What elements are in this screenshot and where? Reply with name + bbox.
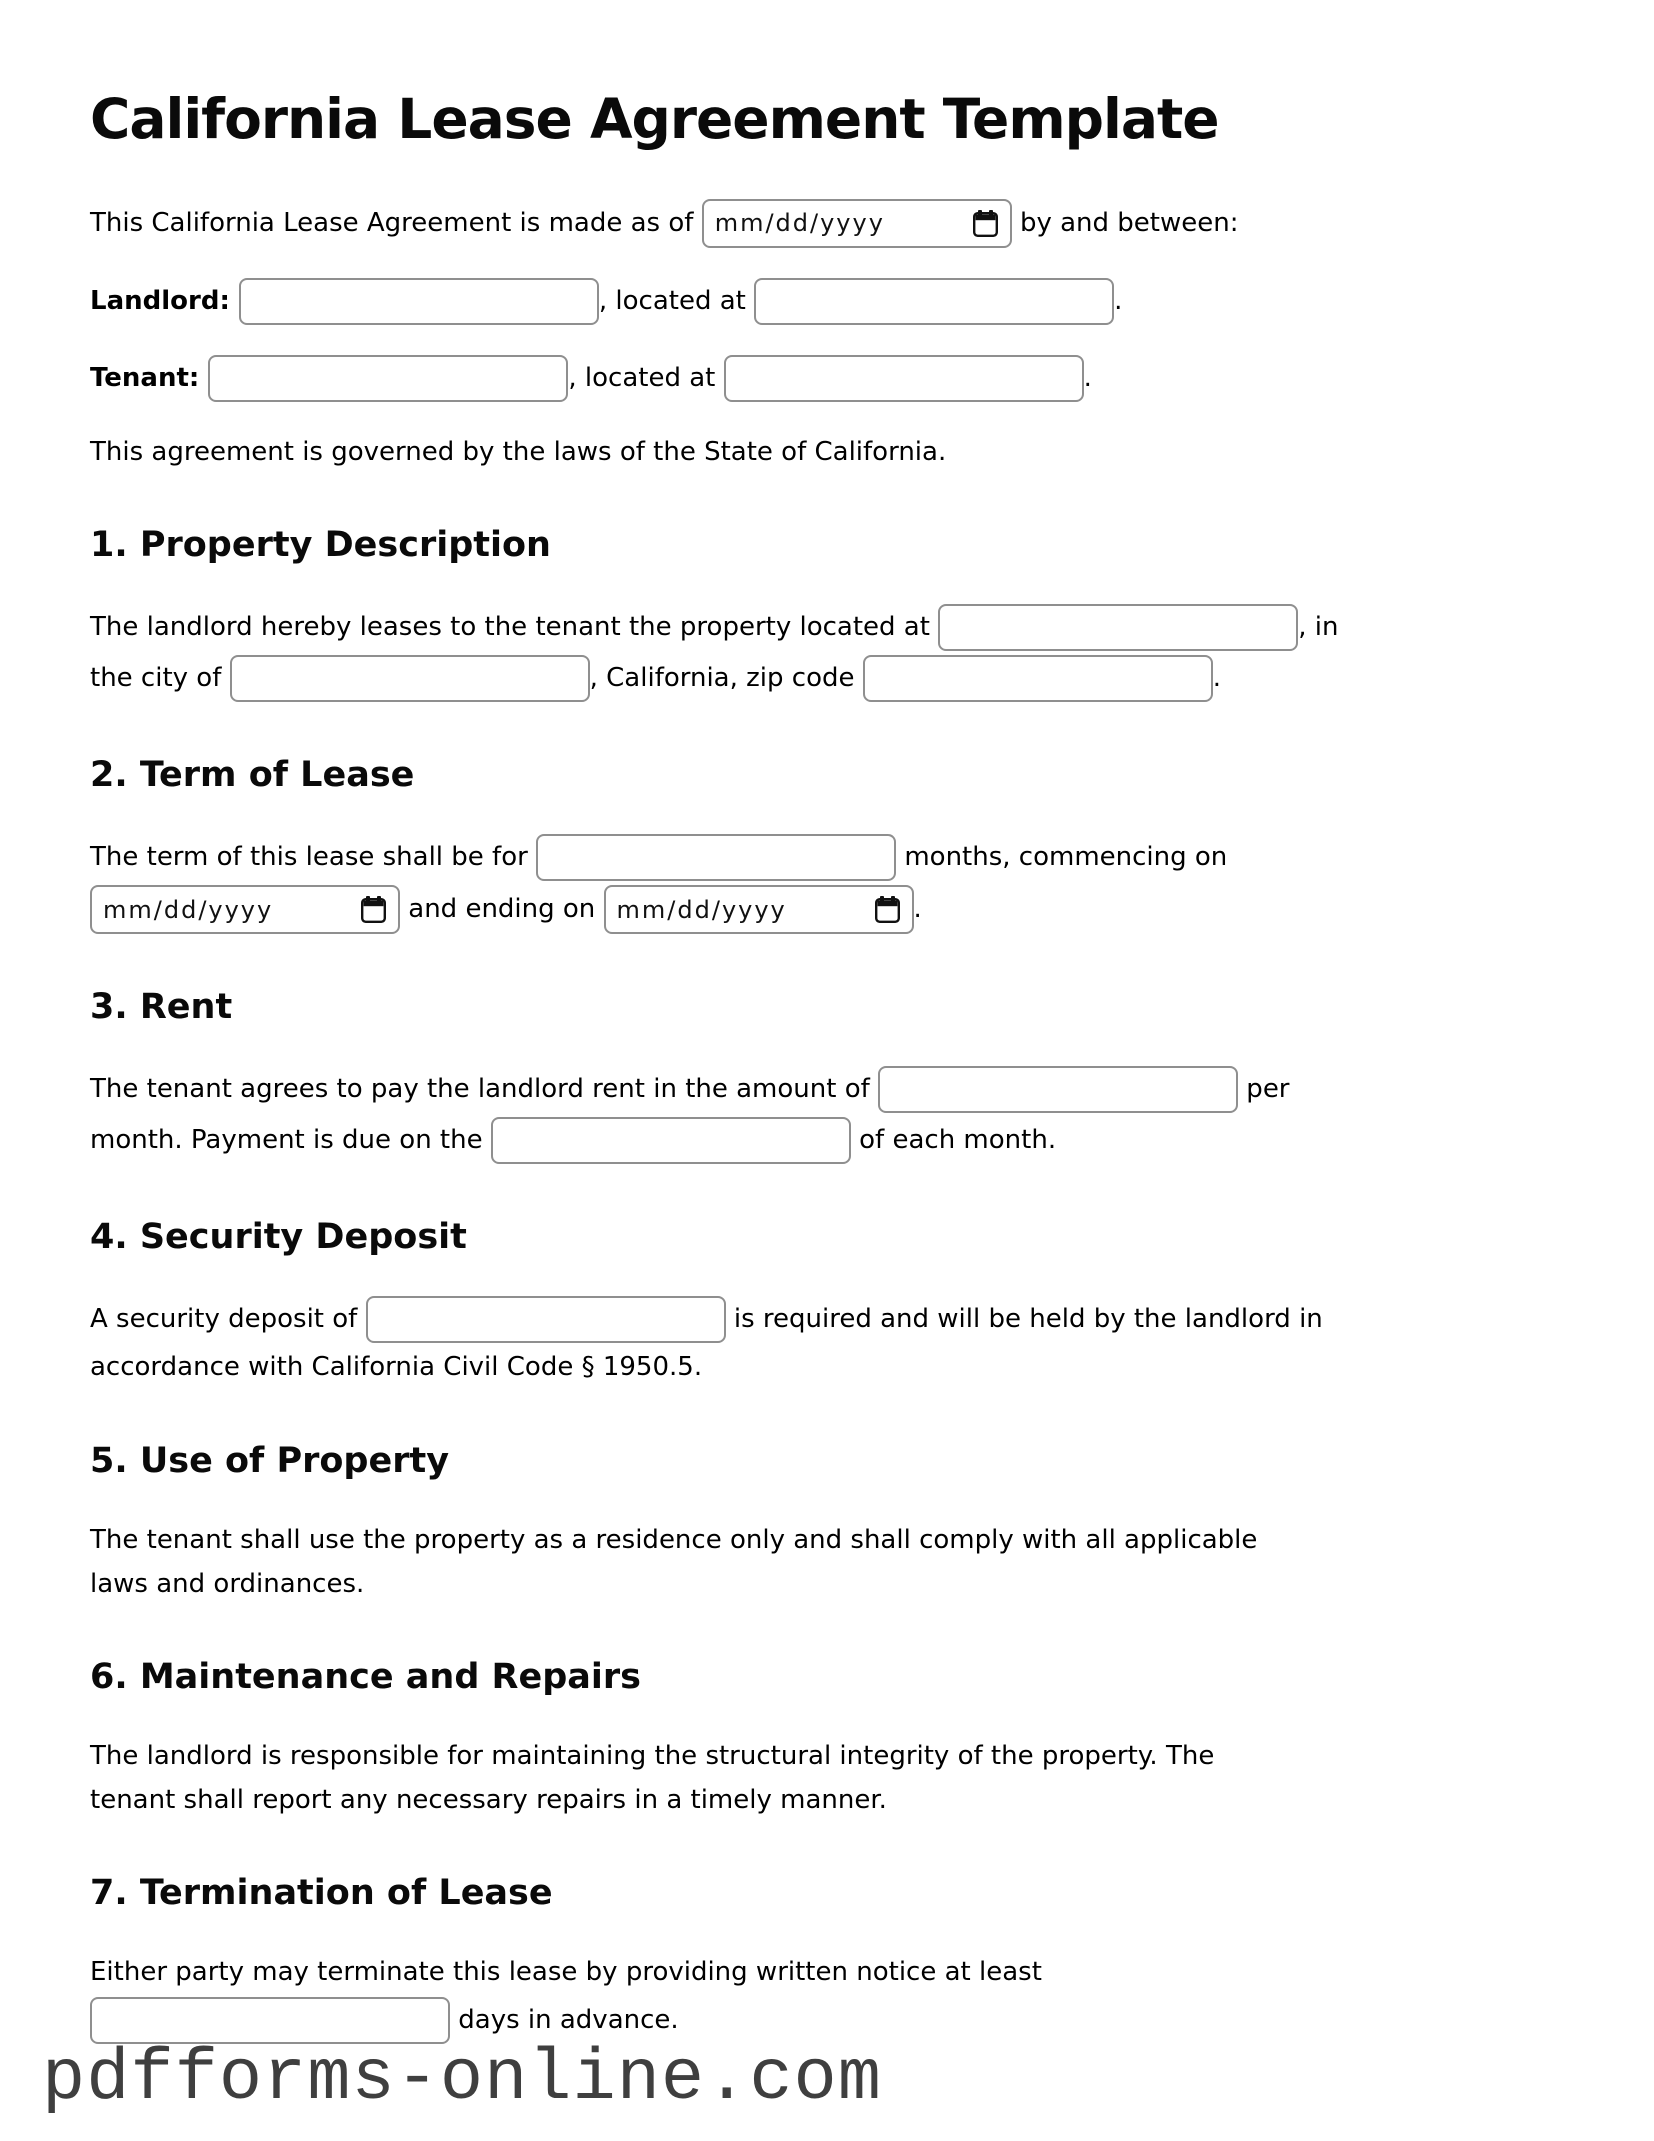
tenant-label: Tenant: — [90, 363, 209, 394]
lease-end-date-placeholder: mm/dd/yyyy — [616, 895, 787, 924]
deposit-text-2: is required and will be held by the landlord in — [725, 1304, 1323, 1335]
property-text-1: The landlord hereby leases to the tenant the property located at — [90, 612, 939, 643]
property-address-input[interactable] — [938, 604, 1298, 651]
landlord-located-at-text: , located at — [598, 286, 755, 317]
maintenance-text-2: tenant shall report any necessary repairs in a timely manner. — [90, 1785, 887, 1816]
section-heading-property: 1. Property Description — [90, 525, 551, 566]
property-text-2: , in — [1298, 612, 1339, 643]
maintenance-text-1: The landlord is responsible for maintaining the structural integrity of the property. The — [90, 1741, 1215, 1771]
rent-amount-input[interactable] — [878, 1066, 1238, 1113]
watermark: pdfforms-online.com — [42, 2038, 882, 2120]
termination-notice-days-input[interactable] — [90, 1997, 450, 2044]
termination-paragraph — [90, 1950, 1564, 2045]
property-city-input[interactable] — [230, 655, 590, 702]
landlord-line-period: . — [1114, 286, 1123, 317]
term-paragraph — [90, 832, 1564, 936]
property-paragraph — [90, 602, 1564, 704]
landlord-address-input[interactable] — [754, 278, 1114, 325]
tenant-located-at-text: , located at — [568, 363, 724, 394]
landlord-label: Landlord: — [90, 286, 239, 317]
section-heading-use: 5. Use of Property — [90, 1440, 450, 1481]
termination-text-2: days in advance. — [450, 2004, 679, 2035]
term-text-3: and ending on — [400, 894, 604, 925]
calendar-icon[interactable] — [874, 895, 901, 924]
agreement-date-placeholder: mm/dd/yyyy — [714, 209, 885, 238]
section-heading-rent: 3. Rent — [90, 987, 233, 1028]
deposit-text-3: accordance with California Civil Code § 1950.5. — [90, 1352, 703, 1383]
intro-text-before: This California Lease Agreement is made as of — [90, 208, 702, 239]
deposit-text-1: A security deposit of — [90, 1304, 366, 1335]
property-text-5: . — [1212, 663, 1222, 694]
tenant-name-input[interactable] — [208, 355, 568, 402]
termination-text-1: Either party may terminate this lease by providing written notice at least — [90, 1957, 1042, 1988]
property-text-3: the city of — [90, 663, 230, 694]
rent-due-day-input[interactable] — [491, 1117, 851, 1164]
intro-paragraph — [90, 197, 1564, 250]
governing-law-text: This agreement is governed by the laws of the State of California. — [90, 437, 947, 468]
lease-start-date-input[interactable] — [90, 885, 400, 934]
rent-text-2: per — [1238, 1074, 1290, 1105]
section-heading-term: 2. Term of Lease — [90, 755, 415, 796]
deposit-paragraph — [90, 1294, 1564, 1389]
tenant-address-input[interactable] — [724, 355, 1084, 402]
landlord-line — [90, 276, 1564, 327]
use-text-2: laws and ordinances. — [90, 1568, 365, 1599]
page-title: California Lease Agreement Template — [90, 87, 1219, 151]
rent-paragraph — [90, 1064, 1564, 1166]
term-text-4: . — [913, 894, 922, 925]
property-text-4: , California, zip code — [589, 663, 863, 694]
security-deposit-input[interactable] — [366, 1296, 726, 1343]
tenant-line-period: . — [1083, 363, 1092, 394]
lease-term-months-input[interactable] — [536, 834, 896, 881]
lease-start-date-placeholder: mm/dd/yyyy — [103, 895, 274, 924]
tenant-line — [90, 353, 1564, 404]
lease-end-date-input[interactable] — [604, 885, 914, 934]
section-heading-termination: 7. Termination of Lease — [90, 1873, 553, 1914]
calendar-icon[interactable] — [360, 895, 387, 924]
maintenance-paragraph — [90, 1734, 1564, 1822]
use-paragraph — [90, 1518, 1564, 1606]
rent-text-4: of each month. — [850, 1125, 1057, 1156]
use-text-1: The tenant shall use the property as a residence only and shall comply with all applicable — [90, 1524, 1258, 1555]
agreement-date-input[interactable] — [702, 199, 1012, 248]
term-text-1: The term of this lease shall be for — [90, 842, 537, 873]
landlord-name-input[interactable] — [239, 278, 599, 325]
calendar-icon[interactable] — [972, 209, 999, 238]
rent-text-1: The tenant agrees to pay the landlord rent in the amount of — [90, 1074, 879, 1105]
term-text-2: months, commencing on — [896, 842, 1228, 873]
intro-text-after: by and between: — [1011, 208, 1239, 239]
section-heading-maintenance: 6. Maintenance and Repairs — [90, 1657, 642, 1697]
rent-text-3: month. Payment is due on the — [90, 1125, 491, 1156]
property-zip-input[interactable] — [863, 655, 1213, 702]
section-heading-deposit: 4. Security Deposit — [90, 1217, 467, 1258]
